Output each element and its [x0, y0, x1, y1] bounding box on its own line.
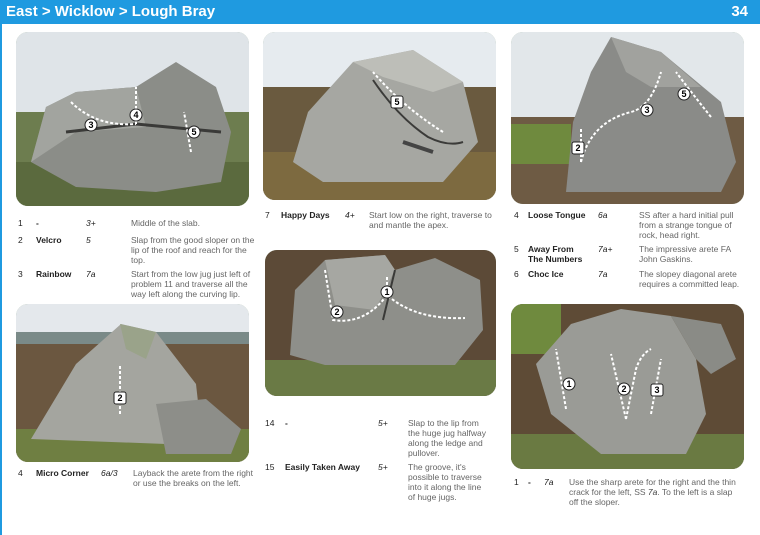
problem-number: 14	[265, 418, 275, 428]
route-marker-3: 3	[644, 105, 650, 115]
problem-name: Happy Days	[281, 210, 330, 220]
route-marker-1: 1	[566, 379, 572, 389]
problem-number: 7	[265, 210, 270, 220]
problem-grade: 7a+	[598, 244, 613, 254]
problem-name: Velcro	[36, 235, 62, 245]
problem-number: 3	[18, 269, 23, 279]
problem-description: The groove, it's possible to traverse into it along the line of huge jugs.	[408, 462, 482, 502]
problem-name: Micro Corner	[36, 468, 89, 478]
description-part: . To the left is a slap off the sloper.	[569, 487, 733, 507]
problem-entry	[18, 269, 253, 301]
boulder-photo-c	[511, 32, 744, 204]
problem-description: SS after a hard initial pull from a strange tongue of rock, head right.	[639, 210, 734, 240]
problem-grade: 6a/3	[101, 468, 118, 478]
description-grade: 7a	[647, 487, 658, 497]
problem-grade: 5+	[378, 462, 388, 472]
problem-entry	[265, 210, 500, 232]
problem-entry	[514, 210, 749, 242]
problem-grade: 7a	[86, 269, 96, 279]
route-marker-3: 3	[654, 385, 660, 395]
problem-name: Loose Tongue	[528, 210, 586, 220]
page-number: 34	[731, 3, 748, 20]
problem-number: 4	[514, 210, 519, 220]
problem-grade: 7a	[598, 269, 608, 279]
problem-description: Start low on the right, traverse to and mantle the apex.	[369, 210, 492, 230]
problem-entry	[514, 244, 749, 266]
problem-number: 1	[18, 218, 23, 228]
problem-description: Slap from the good sloper on the lip of the roof and reach for the top.	[131, 235, 255, 265]
problem-grade: 5	[86, 235, 91, 245]
problem-name: Rainbow	[36, 269, 72, 279]
problem-name: Away From The Numbers	[528, 244, 583, 264]
problem-name: Choc Ice	[528, 269, 564, 279]
problem-description: Start from the low jug just left of problem 11 and traverse all the way left along the curving lip.	[131, 269, 251, 299]
problem-entry	[18, 235, 253, 267]
problem-grade: 4+	[345, 210, 355, 220]
problem-description: The slopey diagonal arete requires a committed leap.	[639, 269, 740, 289]
route-marker-2: 2	[334, 307, 340, 317]
problem-number: 2	[18, 235, 23, 245]
boulder-photo-e	[16, 304, 249, 462]
problem-entry	[265, 418, 500, 460]
route-marker-5: 5	[191, 127, 197, 137]
route-marker-4: 4	[133, 110, 139, 120]
problem-grade: 6a	[598, 210, 608, 220]
route-marker-2: 2	[117, 393, 123, 403]
problem-number: 4	[18, 468, 23, 478]
page-header	[0, 0, 760, 24]
left-margin-rule	[0, 24, 2, 535]
problem-description: Slap to the lip from the huge jug halfway along the ledge and pullover.	[408, 418, 486, 458]
problem-description: Layback the arete from the right or use the breaks on the left.	[133, 468, 254, 488]
problem-name: -	[285, 418, 288, 428]
problem-number: 15	[265, 462, 275, 472]
problem-entry	[514, 269, 749, 301]
problem-description: Middle of the slab.	[131, 218, 200, 228]
boulder-photo-f	[511, 304, 744, 469]
problem-entry	[18, 218, 253, 230]
problem-grade: 7a	[544, 477, 554, 487]
route-marker-5: 5	[394, 97, 400, 107]
problem-number: 5	[514, 244, 519, 254]
breadcrumb: East > Wicklow > Lough Bray	[6, 3, 216, 20]
problem-entry	[265, 462, 500, 504]
route-marker-1: 1	[384, 287, 390, 297]
problem-entry	[18, 468, 253, 500]
problem-number: 1	[514, 477, 519, 487]
problem-name: -	[36, 218, 39, 228]
route-marker-5: 5	[681, 89, 687, 99]
problem-grade: 5+	[378, 418, 388, 428]
boulder-photo-a	[16, 32, 249, 206]
problem-name: Easily Taken Away	[285, 462, 360, 472]
boulder-photo-d	[265, 250, 496, 396]
problem-description: The impressive arete FA John Gaskins.	[639, 244, 731, 264]
problem-number: 6	[514, 269, 519, 279]
route-marker-3: 3	[88, 120, 94, 130]
problem-description	[569, 477, 739, 507]
description-part: Use the sharp arete for the right and the thin crack for the left, SS	[569, 477, 736, 497]
problem-entry	[514, 477, 749, 509]
problem-name: -	[528, 477, 531, 487]
problem-grade: 3+	[86, 218, 96, 228]
boulder-photo-b	[263, 32, 496, 200]
route-marker-2: 2	[575, 143, 581, 153]
route-marker-2: 2	[621, 384, 627, 394]
